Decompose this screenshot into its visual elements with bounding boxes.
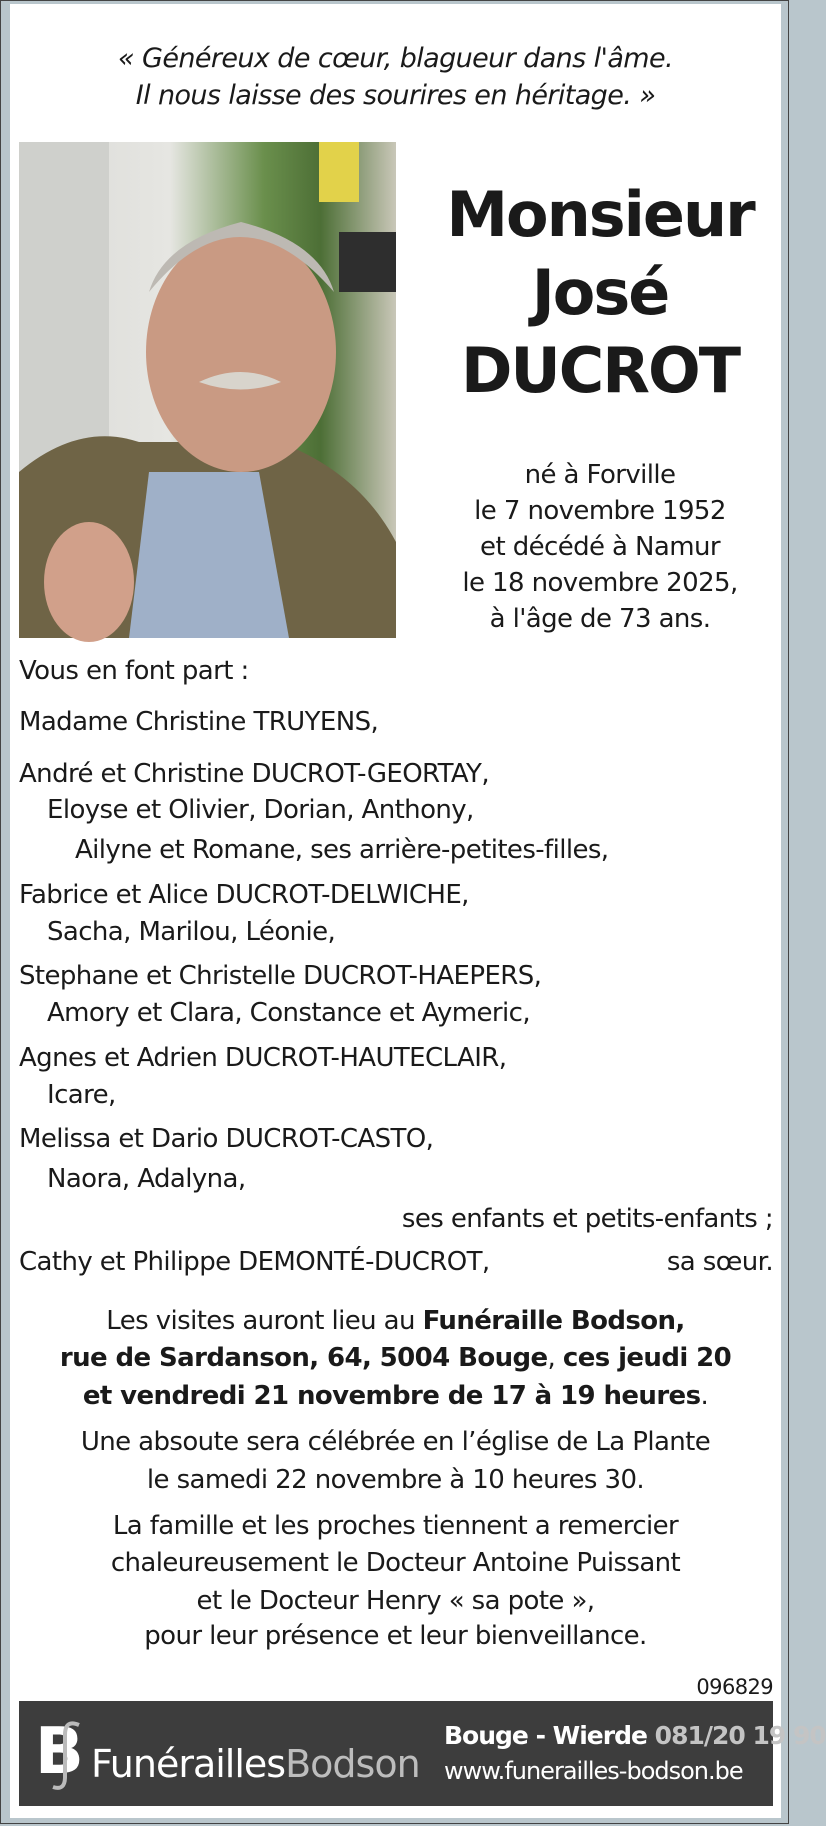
intro: Vous en font part :: [19, 656, 249, 686]
family-line: Ailyne et Romane, ses arrière-petites-filles,: [75, 835, 609, 865]
thanks-line: et le Docteur Henry « sa pote »,: [196, 1586, 595, 1616]
footer-logo-text: [91, 1739, 420, 1789]
bio-line: le 18 novembre 2025,: [462, 568, 738, 598]
bio-line: à l'âge de 73 ans.: [489, 604, 711, 634]
visit-time: et vendredi 21 novembre de 17 à 19 heures: [82, 1381, 701, 1411]
family-line: Fabrice et Alice DUCROT-DELWICHE,: [19, 880, 469, 910]
family-line: Madame Christine TRUYENS,: [19, 707, 379, 737]
family-line: Sacha, Marilou, Léonie,: [47, 917, 336, 947]
family-line: Icare,: [47, 1080, 116, 1110]
footer-contact: [444, 1721, 826, 1750]
thanks-line: La famille et les proches tiennent a remercier: [112, 1511, 679, 1541]
svg-text:B: B: [35, 1715, 84, 1789]
thanks-line: pour leur présence et leur bienveillance.: [144, 1621, 647, 1651]
first-name: José: [531, 256, 669, 329]
funeral-home: Funéraille Bodson,: [422, 1306, 685, 1336]
funeral-home-banner: [19, 1701, 826, 1806]
quote-line-2: Il nous laisse des sourires en héritage. »: [135, 80, 656, 111]
thanks-line: chaleureusement le Docteur Antoine Puissant: [110, 1548, 681, 1578]
family-line: sa sœur.: [666, 1247, 773, 1277]
logo-word-2: Bodson: [285, 1742, 420, 1786]
visit-date: ces jeudi 20: [562, 1343, 732, 1373]
family-line: Eloyse et Olivier, Dorian, Anthony,: [47, 795, 474, 825]
visits-line-2: [0, 1343, 791, 1373]
visits-line-1: [0, 1306, 791, 1336]
phone[interactable]: 081/20 19 90: [654, 1721, 826, 1750]
last-name: DUCROT: [460, 334, 740, 407]
portrait-photo: [19, 142, 396, 638]
family-line: ses enfants et petits-enfants ;: [401, 1204, 773, 1234]
bio-line: le 7 novembre 1952: [474, 496, 726, 526]
family-line: Naora, Adalyna,: [47, 1164, 246, 1194]
service-line: le samedi 22 novembre à 10 heures 30.: [146, 1465, 645, 1495]
family-line: Stephane et Christelle DUCROT-HAEPERS,: [19, 961, 542, 991]
bio-line: né à Forville: [524, 460, 676, 490]
address: rue de Sardanson, 64, 5004 Bouge: [59, 1343, 548, 1373]
location: Bouge - Wierde: [444, 1721, 647, 1750]
family-line: Cathy et Philippe DEMONTÉ-DUCROT,: [19, 1247, 490, 1277]
period: .: [700, 1381, 709, 1411]
bio-line: et décédé à Namur: [480, 532, 720, 562]
family-line: André et Christine DUCROT-GEORTAY,: [19, 759, 490, 789]
visits-line-3: [0, 1381, 791, 1411]
website-link[interactable]: www.funerailles-bodson.be: [444, 1757, 743, 1785]
quote-line-1: « Généreux de cœur, blagueur dans l'âme.: [118, 43, 673, 74]
bf-logo-icon: [35, 1715, 85, 1793]
title: Monsieur: [446, 178, 754, 251]
logo-word-1: Funérailles: [91, 1742, 286, 1786]
family-line: Amory et Clara, Constance et Aymeric,: [47, 998, 530, 1028]
visits-text: Les visites auront lieu au: [106, 1306, 423, 1336]
separator: ,: [547, 1343, 563, 1373]
reference-number: 096829: [696, 1675, 773, 1699]
family-line: Agnes et Adrien DUCROT-HAUTECLAIR,: [19, 1043, 507, 1073]
family-line: Melissa et Dario DUCROT-CASTO,: [19, 1124, 434, 1154]
service-line: Une absoute sera célébrée en l’église de La Plante: [80, 1427, 711, 1457]
